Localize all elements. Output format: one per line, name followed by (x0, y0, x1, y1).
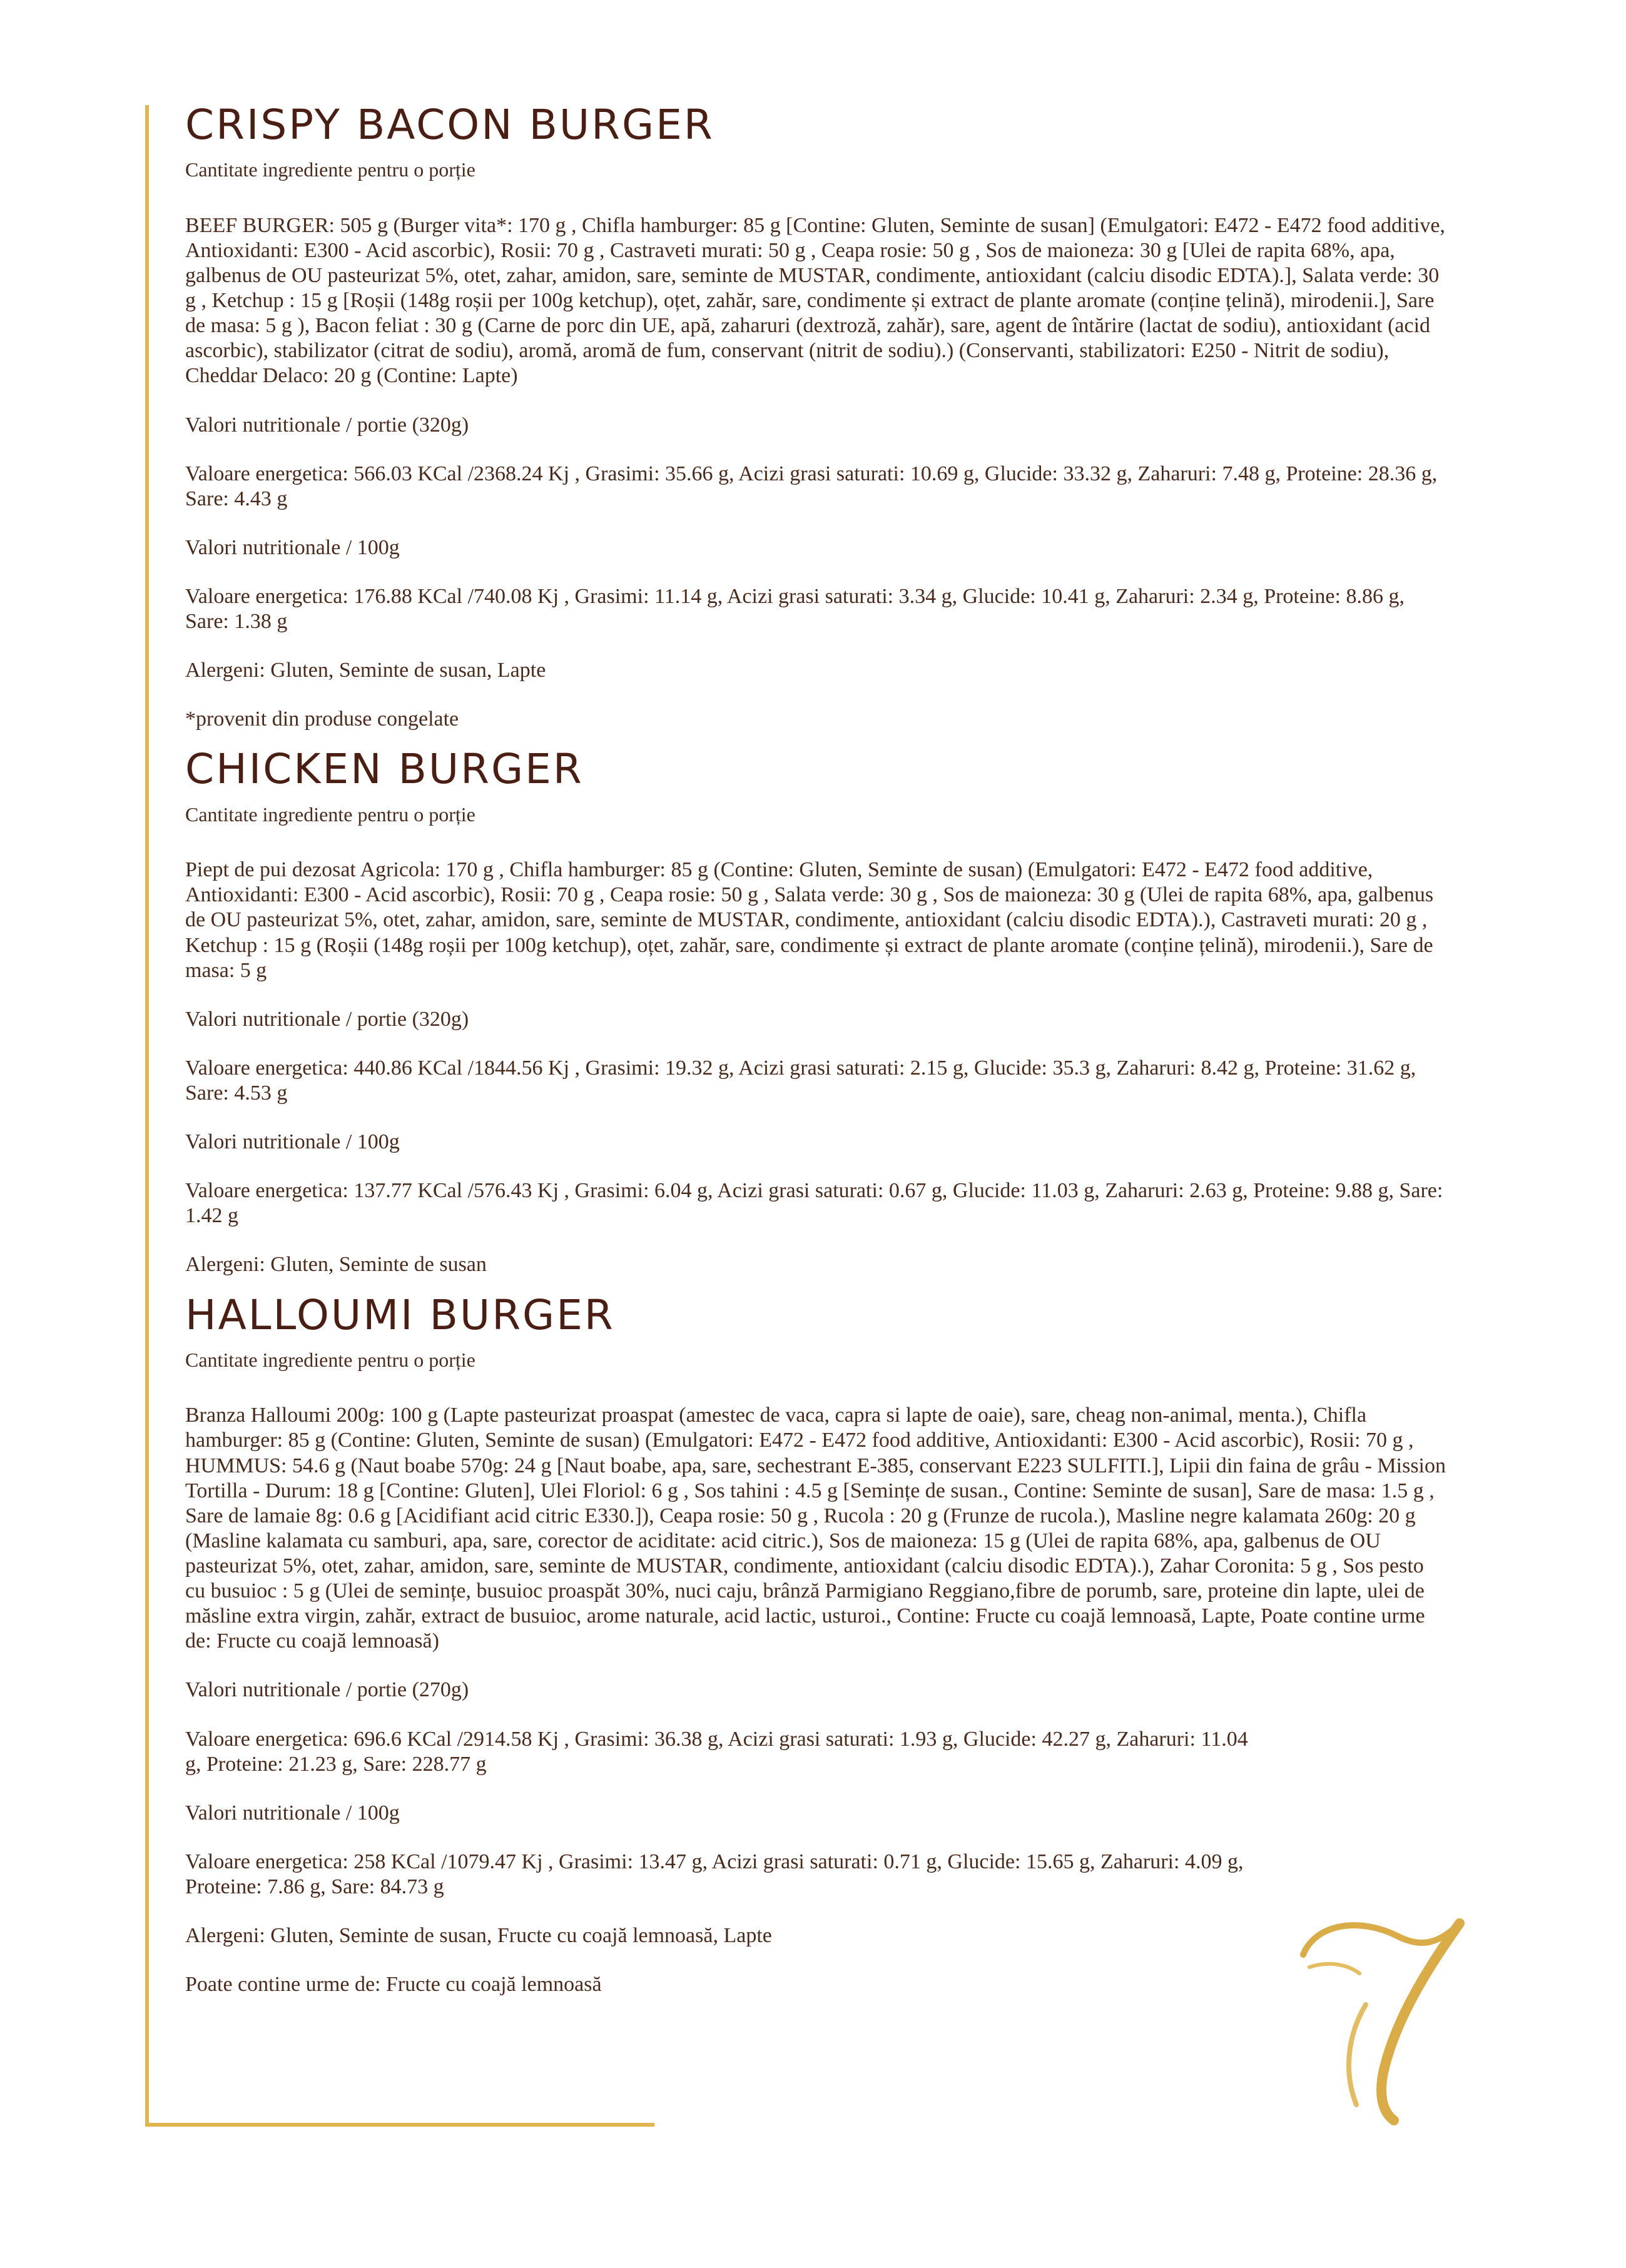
ingredients-text: Piept de pui dezosat Agricola: 170 g , Chifla hamburger: 85 g (Contine: Gluten, Seminte de susan) (Emulgatori: E472 - E472 food additive, Antioxidanti: E300 - Acid ascorbic), Rosii: 70 g , Ceapa rosie: 50 g , Salata verde: 30 g , Sos de maioneza: 30 g (Ulei de rapita 68%, apa, galbenus de OU pasteurizat 5%, otet, zahar, amidon, sare, seminte de MUSTAR, condimente, antioxidant (calciu disodic EDTA).), Castraveti murati: 20 g , Ketchup : 15 g (Roșii (148g roșii per 100g ketchup), oțet, zahăr, sare, condimente și extract de plante aromate (conține țelină), mirodenii.), Sare de masa: 5 g (185, 858, 1434, 982)
per100-label: Valori nutritionale / 100g (185, 1801, 400, 1825)
allergens-text: Alergeni: Gluten, Seminte de susan, Fructe cu coajă lemnoasă, Lapte (185, 1924, 772, 1948)
portion-values: Valoare energetica: 566.03 KCal /2368.24 Kj , Grasimi: 35.66 g, Acizi grasi saturati: 10.69 g, Glucide: 33.32 g, Zaharuri: 7.48 g, Proteine: 28.36 g, Sare: 4.43 g (185, 462, 1438, 510)
portion-label: Valori nutritionale / portie (320g) (185, 1007, 469, 1031)
section-chicken-burger (185, 744, 1449, 1277)
per100-values: Valoare energetica: 176.88 KCal /740.08 Kj , Grasimi: 11.14 g, Acizi grasi saturati: 3.34 g, Glucide: 10.41 g, Zaharuri: 2.34 g, Proteine: 8.86 g, Sare: 1.38 g (185, 584, 1405, 634)
section-halloumi-burger (185, 1290, 1449, 1998)
section-title: CRISPY BACON BURGER (185, 101, 714, 149)
per100-values: Valoare energetica: 137.77 KCal /576.43 Kj , Grasimi: 6.04 g, Acizi grasi saturati: 0.67 g, Glucide: 11.03 g, Zaharuri: 2.63 g, Proteine: 9.88 g, Sare: 1.42 g (185, 1179, 1443, 1228)
portion-values: Valoare energetica: 440.86 KCal /1844.56 Kj , Grasimi: 19.32 g, Acizi grasi saturati: 2.15 g, Glucide: 35.3 g, Zaharuri: 8.42 g, Proteine: 31.62 g, Sare: 4.53 g (185, 1056, 1416, 1105)
section-title: CHICKEN BURGER (185, 745, 584, 794)
per100-label: Valori nutritionale / 100g (185, 1130, 400, 1154)
section-subtitle: Cantitate ingrediente pentru o porție (185, 802, 475, 826)
per100-values: Valoare energetica: 258 KCal /1079.47 Kj , Grasimi: 13.47 g, Acizi grasi saturati: 0.71 g, Glucide: 15.65 g, Zaharuri: 4.09 g, Proteine: 7.86 g, Sare: 84.73 g (185, 1850, 1244, 1898)
portion-label: Valori nutritionale / portie (270g) (185, 1678, 469, 1702)
section-subtitle: Cantitate ingrediente pentru o porție (185, 1348, 475, 1371)
gold-frame-bottom (145, 2123, 654, 2127)
ingredients-text: BEEF BURGER: 505 g (Burger vita*: 170 g , Chifla hamburger: 85 g [Contine: Gluten, Seminte de susan] (Emulgatori: E472 - E472 food additive, Antioxidanti: E300 - Acid ascorbic), Rosii: 70 g , Castraveti murati: 50 g , Ceapa rosie: 50 g , Sos de maioneza: 30 g [Ulei de rapita 68%, apa, galbenus de OU pasteurizat 5%, otet, zahar, amidon, sare, seminte de MUSTAR, condimente, antioxidant (calciu disodic EDTA).], Salata verde: 30 g , Ketchup : 15 g [Roșii (148g roșii per 100g ketchup), oțet, zahăr, sare, condimente și extract de plante aromate (conține țelină), mirodenii.], Sare de masa: 5 g ), Bacon feliat : 30 g (Carne de porc din UE, apă, zaharuri (dextroză, zahăr), sare, agent de întărire (lactat de sodiu), antioxidant (acid ascorbic), stabilizator (citrat de sodiu), aromă, aromă de fum, conservant (nitrit de sodiu).) (Conservanti, stabilizatori: E250 - Nitrit de sodiu), Cheddar Delaco: 20 g (Contine: Lapte) (185, 213, 1445, 388)
menu-content (185, 100, 1449, 2021)
note-text: Poate contine urme de: Fructe cu coajă lemnoasă (185, 1973, 602, 1997)
allergens-text: Alergeni: Gluten, Seminte de susan, Lapte (185, 659, 546, 682)
portion-values: Valoare energetica: 696.6 KCal /2914.58 Kj , Grasimi: 36.38 g, Acizi grasi saturati: 1.93 g, Glucide: 42.27 g, Zaharuri: 11.04 g, Proteine: 21.23 g, Sare: 228.77 g (185, 1727, 1248, 1776)
allergens-text: Alergeni: Gluten, Seminte de susan (185, 1253, 487, 1277)
ingredients-text: Branza Halloumi 200g: 100 g (Lapte pasteurizat proaspat (amestec de vaca, capra si lapte de oaie), sare, cheag non-animal, menta.), Chifla hamburger: 85 g (Contine: Gluten, Seminte de susan) (Emulgatori: E472 - E472 food additive, Antioxidanti: E300 - Acid ascorbic), Rosii: 70 g , HUMMUS: 54.6 g (Naut boabe 570g: 24 g [Naut boabe, apa, sare, sechestrant E-385, conservant E223 SULFITI.], Lipii din faina de grâu - Mission Tortilla - Durum: 18 g [Contine: Gluten], Ulei Floriol: 6 g , Sos tahini : 4.5 g [Semințe de susan., Contine: Seminte de susan], Sare de masa: 1.5 g , Sare de lamaie 8g: 0.6 g [Acidifiant acid citric E330.]), Ceapa rosie: 50 g , Rucola : 20 g (Frunze de rucola.), Masline negre kalamata 260g: 20 g (Masline kalamata cu samburi, apa, sare, corector de aciditate: acid citric.), Sos de maioneza: 15 g (Ulei de rapita 68%, apa, galbenus de OU pasteurizat 5%, otet, zahar, amidon, sare, seminte de MUSTAR, condimente, antioxidant (calciu disodic EDTA).), Zahar Coronita: 5 g , Sos pesto cu busuioc : 5 g (Ulei de semințe, busuioc proaspăt 30%, nuci caju, brânză Parmigiano Reggiano,fibre de porumb, sare, proteine din lapte, ulei de măsline extra virgin, zahăr, extract de busuioc, arome naturale, acid lactic, usturoi., Contine: Fructe cu coajă lemnoasă, Lapte, Poate contine urme de: Fructe cu coajă lemnoasă) (185, 1404, 1446, 1653)
section-crispy-bacon-burger (185, 100, 1449, 732)
gold-frame-left (145, 105, 149, 2127)
section-subtitle: Cantitate ingrediente pentru o porție (185, 158, 475, 181)
gold-calligraphic-logo-icon (1291, 1911, 1485, 2130)
note-text: *provenit din produse congelate (185, 707, 459, 731)
per100-label: Valori nutritionale / 100g (185, 535, 400, 559)
section-title: HALLOUMI BURGER (185, 1290, 615, 1339)
portion-label: Valori nutritionale / portie (320g) (185, 413, 469, 437)
